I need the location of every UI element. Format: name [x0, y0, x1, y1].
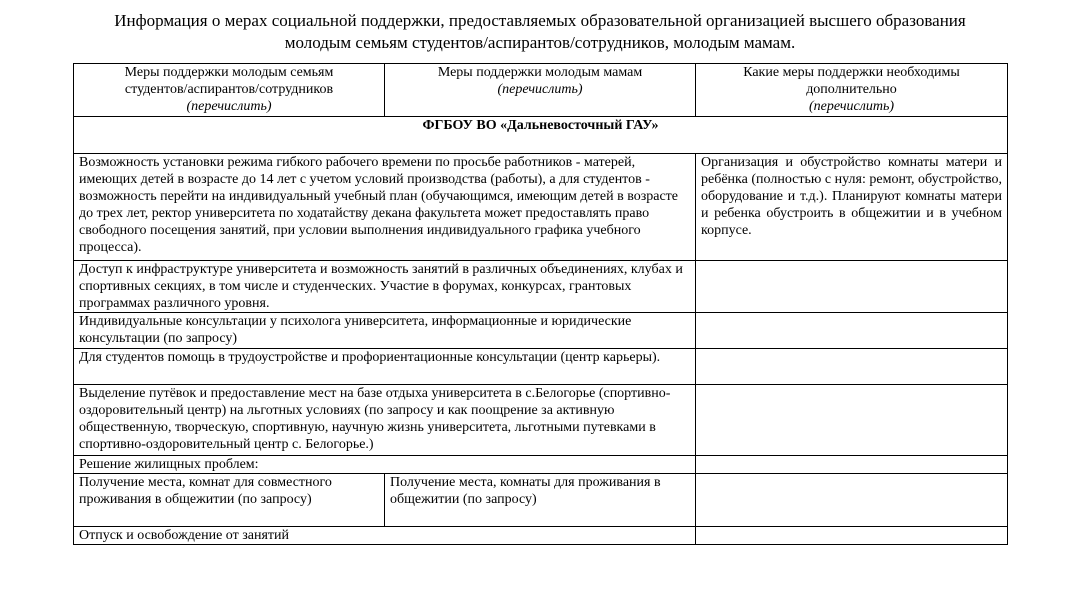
measure-cell: Решение жилищных проблем:: [74, 456, 696, 474]
housing-row: [74, 474, 1008, 527]
table-row: [74, 349, 1008, 385]
measure-cell: Индивидуальные консультации у психолога университета, информационные и юридические консультации (по запросу): [74, 313, 696, 349]
organization-row: [74, 117, 1008, 154]
support-measures-table: [73, 63, 1008, 545]
table-row: [74, 154, 1008, 261]
table-row: [74, 313, 1008, 349]
housing-families-cell: Получение места, комнат для совместного проживания в общежитии (по запросу): [74, 474, 385, 527]
measure-cell: Для студентов помощь в трудоустройстве и профориентационные консультации (центр карьеры).: [74, 349, 696, 385]
organization-name: ФГБОУ ВО «Дальневосточный ГАУ»: [74, 117, 1008, 154]
housing-mothers-cell: Получение места, комнаты для проживания в общежитии (по запросу): [385, 474, 696, 527]
table-row: [74, 456, 1008, 474]
additional-cell: [696, 385, 1008, 456]
measure-cell: Возможность установки режима гибкого рабочего времени по просьбе работников - матерей, имеющих детей в возрасте до 14 лет с учетом условий производства (работы), а для студентов - возможность перейти на индивидуальный учебный план (обучающимся, имеющим детей в возрасте до трех лет, ректор университета по ходатайству декана факультета может предоставлять право свободного посещения занятий, при условии выполнения индивидуального графика учебного процесса).: [74, 154, 696, 261]
table-row: [74, 385, 1008, 456]
table-row: [74, 261, 1008, 313]
measure-cell: Доступ к инфраструктуре университета и возможность занятий в различных объединениях, клубах и спортивных секциях, в том числе и студенческих. Участие в форумах, конкурсах, грантовых программах различного уровня.: [74, 261, 696, 313]
measure-cell: Отпуск и освобождение от занятий: [74, 527, 696, 545]
title-line-1: Информация о мерах социальной поддержки, предоставляемых образовательной организацией высшего образования: [114, 11, 966, 30]
table-row: [74, 527, 1008, 545]
header-additional: Какие меры поддержки необходимы дополнительно (перечислить): [696, 64, 1008, 117]
additional-cell: [696, 349, 1008, 385]
measure-cell: Выделение путёвок и предоставление мест на базе отдыха университета в с.Белогорье (спортивно- оздоровительный центр) на льготных условиях (по запросу и как поощрение за активную общественную, творческую, спортивную, научную жизнь университета, льготными путевками в спортивно-оздоровительный центр с. Белогорье.): [74, 385, 696, 456]
table-header-row: [74, 64, 1008, 117]
additional-cell: [696, 527, 1008, 545]
title-line-2: молодым семьям студентов/аспирантов/сотрудников, молодым мамам.: [284, 33, 796, 52]
additional-cell: [696, 456, 1008, 474]
additional-cell: [696, 313, 1008, 349]
additional-cell: Организация и обустройство комнаты матери и ребёнка (полностью с нуля: ремонт, обустройство, оборудование и т.д.). Планируют комнаты матери и ребенка обустроить в общежитии и в учебном корпусе.: [696, 154, 1008, 261]
header-families: Меры поддержки молодым семьям студентов/аспирантов/сотрудников (перечислить): [74, 64, 385, 117]
header-mothers: Меры поддержки молодым мамам (перечислить): [385, 64, 696, 117]
document-title: [0, 10, 1080, 54]
additional-cell: [696, 474, 1008, 527]
additional-cell: [696, 261, 1008, 313]
